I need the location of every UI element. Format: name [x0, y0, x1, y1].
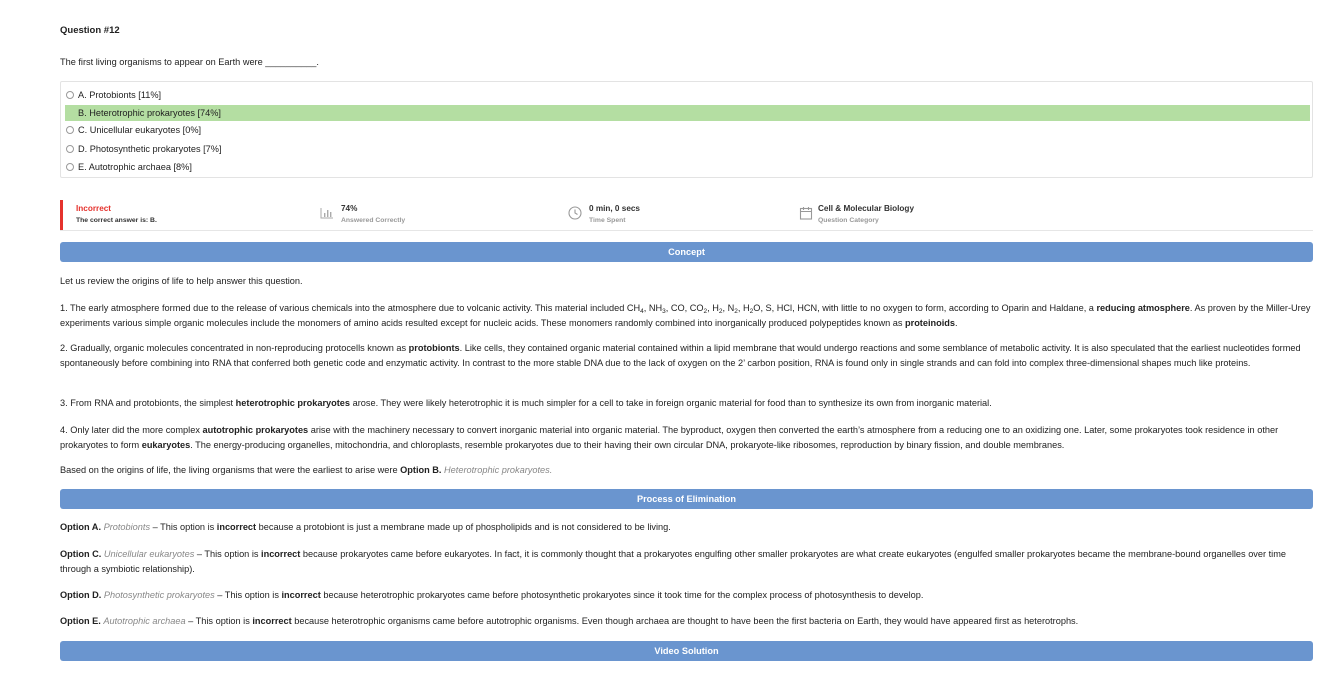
radio-button[interactable] [66, 145, 74, 153]
question-number: Question #12 [60, 25, 120, 36]
option-c[interactable] [65, 122, 1310, 138]
concept-paragraph-2: 2. Gradually, organic molecules concentrated in non-reproducing protocells known as protobionts. Like cells, they contained organic material contained within a lipid membrane that would undergo reactions and some semblance of metabolic activity. It is also speculated that the earliest nucleotides formed spontaneously before combining into RNA that conferred both genetic code and enzymatic activity. In contrast to the more stable DNA due to the lack of oxygen on the 2’ carbon position, RNA is found only in single strands and can fold into complex three-dimensional shapes much like proteins. [60, 343, 1301, 368]
option-d[interactable] [65, 141, 1310, 157]
elimination-header[interactable]: Process of Elimination [60, 489, 1313, 509]
elimination-option-c: Option C. Unicellular eukaryotes – This option is incorrect because prokaryotes came before eukaryotes. In fact, it is commonly thought that a prokaryotes engulfing other smaller prokaryotes are what create eukaryotes (engulfed smaller prokaryotes became the membrane-bound organelles over time through a symbiotic relationship). [60, 549, 1286, 574]
elimination-option-d: Option D. Photosynthetic prokaryotes – This option is incorrect because heterotrophic prokaryotes came before photosynthetic prokaryotes since it took time for the complex process of photosynthesis to develop. [60, 590, 924, 600]
answered-correctly-stat [341, 204, 405, 224]
radio-button[interactable] [66, 126, 74, 134]
result-label: Incorrect [76, 204, 112, 213]
category-label: Question Category [818, 217, 879, 224]
option-label: B. Heterotrophic prokaryotes [74%] [78, 108, 221, 118]
result-status [76, 204, 157, 224]
time-spent-stat [589, 204, 640, 224]
answered-percent: 74% [341, 204, 358, 213]
option-b[interactable] [65, 105, 1310, 121]
question-text: The first living organisms to appear on Earth were __________. [60, 57, 319, 67]
answered-label: Answered Correctly [341, 217, 406, 224]
concept-paragraph-4: 4. Only later did the more complex autotrophic prokaryotes arise with the machinery necessary to convert inorganic material into organic material. The byproduct, oxygen then converted the earth’s atmosphere from a reducing one to an oxidizing one. Later, some prokaryotes took residence in other prokaryotes to form eukaryotes. The energy-producing organelles, mitochondria, and chloroplasts, resemble prokaryotes due to their having their own circular DNA, prokaryote-like ribosomes, reproduction by binary fission, and double membranes. [60, 425, 1279, 450]
result-stats [60, 200, 1313, 231]
concept-paragraph-3: 3. From RNA and protobionts, the simplest heterotrophic prokaryotes arose. They were likely heterotrophic it is much simpler for a cell to take in foreign organic material for food than to synthesize its own from inorganic material. [60, 398, 992, 408]
option-label: A. Protobionts [11%] [78, 90, 162, 100]
answer-options [60, 81, 1313, 178]
option-label: D. Photosynthetic prokaryotes [7%] [78, 144, 222, 154]
option-label: C. Unicellular eukaryotes [0%] [78, 125, 202, 135]
correct-answer-text: The correct answer is: B. [76, 217, 157, 224]
elimination-option-e: Option E. Autotrophic archaea – This option is incorrect because heterotrophic organisms came before autotrophic organisms. Even though archaea are thought to have been the first bacteria on Earth, they would have appeared first as heterotrophs. [60, 616, 1079, 626]
time-value: 0 min, 0 secs [589, 204, 640, 213]
option-label: E. Autotrophic archaea [8%] [78, 162, 192, 172]
option-a[interactable] [65, 87, 1310, 103]
category-value: Cell & Molecular Biology [818, 204, 914, 213]
clock-icon [568, 206, 582, 222]
option-e[interactable] [65, 159, 1310, 175]
concept-paragraph-1: 1. The early atmosphere formed due to the release of various chemicals into the atmosphere due to volcanic activity. This material included $CH_4$, $NH_3$, CO, $CO_2$, $H_2$, $N_2$, $H_2O$, S, HCl, HCN, with little to no oxygen to form, according to Oparin and Haldane, a reducing atmosphere. As proven by the Miller-Urey experiments various simple organic molecules include the monomers of amino acids resulted except for nucleic acids. These monomers randomly combined into inorganically produced polypeptides known as proteinoids. [60, 303, 1311, 328]
concept-conclusion: Based on the origins of life, the living organisms that were the earliest to arise were Option B. Heterotrophic prokaryotes. [60, 465, 553, 475]
calendar-icon [799, 206, 813, 222]
concept-header[interactable]: Concept [60, 242, 1313, 262]
video-solution-header[interactable]: Video Solution [60, 641, 1313, 661]
incorrect-indicator [60, 200, 63, 230]
category-stat [818, 204, 914, 224]
radio-button[interactable] [66, 91, 74, 99]
elimination-option-a: Option A. Protobionts – This option is incorrect because a protobiont is just a membrane made up of phospholipids and is not considered to be living. [60, 522, 671, 532]
radio-button[interactable] [66, 163, 74, 171]
time-label: Time Spent [589, 217, 626, 224]
bar-chart-icon [320, 207, 334, 221]
concept-intro: Let us review the origins of life to help answer this question. [60, 276, 303, 286]
